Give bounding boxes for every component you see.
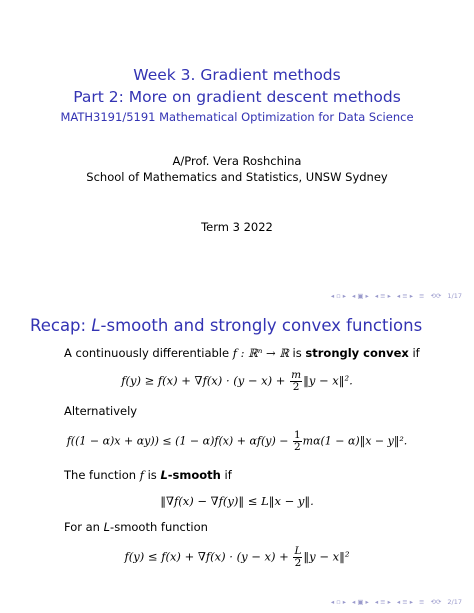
eq-part: f(y) ≤ f(x) + ∇f(x) · (y − x) + bbox=[124, 549, 293, 564]
text: is bbox=[288, 346, 306, 360]
nav-section-icon[interactable]: ◂ ≡ ▸ bbox=[396, 598, 414, 606]
numerator: 1 bbox=[293, 429, 301, 441]
slide-title-line-2: Part 2: More on gradient descent methods bbox=[73, 88, 401, 106]
title-slide bbox=[0, 0, 474, 306]
numerator: m bbox=[291, 369, 302, 381]
nav-menu-icon[interactable]: ≡ bbox=[419, 598, 425, 606]
nav-section-icon[interactable]: ◂ ≡ ▸ bbox=[396, 292, 414, 300]
navigation-bar bbox=[331, 598, 462, 606]
nav-subsection-icon[interactable]: ◂ ≡ ▸ bbox=[374, 292, 391, 300]
eq-part: f(y) ≥ f(x) + ∇f(x) · (y − x) + bbox=[121, 373, 290, 388]
eq-part: ‖y − x‖². bbox=[303, 373, 353, 388]
equation-strong-convexity bbox=[0, 370, 474, 393]
equation-descent-lemma bbox=[0, 546, 474, 569]
date: Term 3 2022 bbox=[201, 220, 273, 234]
eq-part: ‖y − x‖² bbox=[303, 549, 350, 564]
text: if bbox=[408, 346, 420, 360]
frame-title-prefix: Recap: bbox=[30, 316, 92, 335]
math-inline: f : ℝⁿ → ℝ bbox=[232, 346, 289, 360]
math-inline: f bbox=[139, 468, 144, 482]
nav-search-icon[interactable]: ⟲⟳ bbox=[430, 598, 442, 606]
text: if bbox=[220, 468, 232, 482]
frame-title-rest: -smooth and strongly convex functions bbox=[100, 316, 423, 335]
nav-frame-icon[interactable]: ◂ ▣ ▸ bbox=[352, 292, 369, 300]
author: A/Prof. Vera Roshchina bbox=[172, 154, 302, 168]
bold-term: -smooth bbox=[167, 468, 221, 482]
nav-subsection-icon[interactable]: ◂ ≡ ▸ bbox=[374, 598, 391, 606]
page-number: 1/17 bbox=[447, 292, 462, 300]
page-number: 2/17 bbox=[447, 598, 462, 606]
alternatively-text: Alternatively bbox=[64, 404, 138, 418]
frame-title-L: L bbox=[91, 316, 101, 335]
nav-prev-page-icon[interactable]: ◂ ▫ ▸ bbox=[330, 598, 346, 606]
strong-convexity-definition bbox=[64, 346, 420, 360]
text: A continuously differentiable bbox=[64, 346, 233, 360]
denominator: 2 bbox=[293, 441, 301, 454]
frame-title bbox=[30, 316, 422, 335]
nav-prev-page-icon[interactable]: ◂ ▫ ▸ bbox=[330, 292, 346, 300]
l-smooth-definition bbox=[64, 468, 232, 482]
bold-term-L: L bbox=[160, 468, 168, 482]
fraction bbox=[293, 546, 302, 569]
fraction bbox=[290, 370, 302, 393]
nav-menu-icon[interactable]: ≡ bbox=[419, 292, 425, 300]
math-inline: L bbox=[103, 520, 111, 534]
text: The function bbox=[64, 468, 140, 482]
eq-part: f((1 − α)x + αy)) ≤ (1 − α)f(x) + αf(y) − bbox=[66, 434, 292, 448]
equation-l-smooth: ‖∇f(x) − ∇f(y)‖ ≤ L‖x − y‖. bbox=[160, 494, 314, 508]
text: For an bbox=[64, 520, 104, 534]
slide-title-line-1: Week 3. Gradient methods bbox=[133, 66, 341, 84]
institute: School of Mathematics and Statistics, UNSW Sydney bbox=[86, 170, 388, 184]
fraction bbox=[293, 430, 302, 453]
numerator: L bbox=[294, 545, 302, 557]
recap-slide bbox=[0, 306, 474, 612]
slide-subtitle: MATH3191/5191 Mathematical Optimization for Data Science bbox=[60, 110, 414, 124]
text: -smooth function bbox=[110, 520, 208, 534]
bold-term: strongly convex bbox=[305, 346, 409, 360]
l-smooth-function-text bbox=[64, 520, 208, 534]
nav-frame-icon[interactable]: ◂ ▣ ▸ bbox=[352, 598, 369, 606]
text: is bbox=[143, 468, 161, 482]
denominator: 2 bbox=[292, 381, 300, 394]
denominator: 2 bbox=[294, 557, 302, 570]
eq-part: mα(1 − α)‖x − y‖². bbox=[302, 434, 408, 448]
nav-search-icon[interactable]: ⟲⟳ bbox=[430, 292, 442, 300]
equation-strong-convexity-alt bbox=[0, 430, 474, 453]
navigation-bar bbox=[331, 292, 462, 300]
